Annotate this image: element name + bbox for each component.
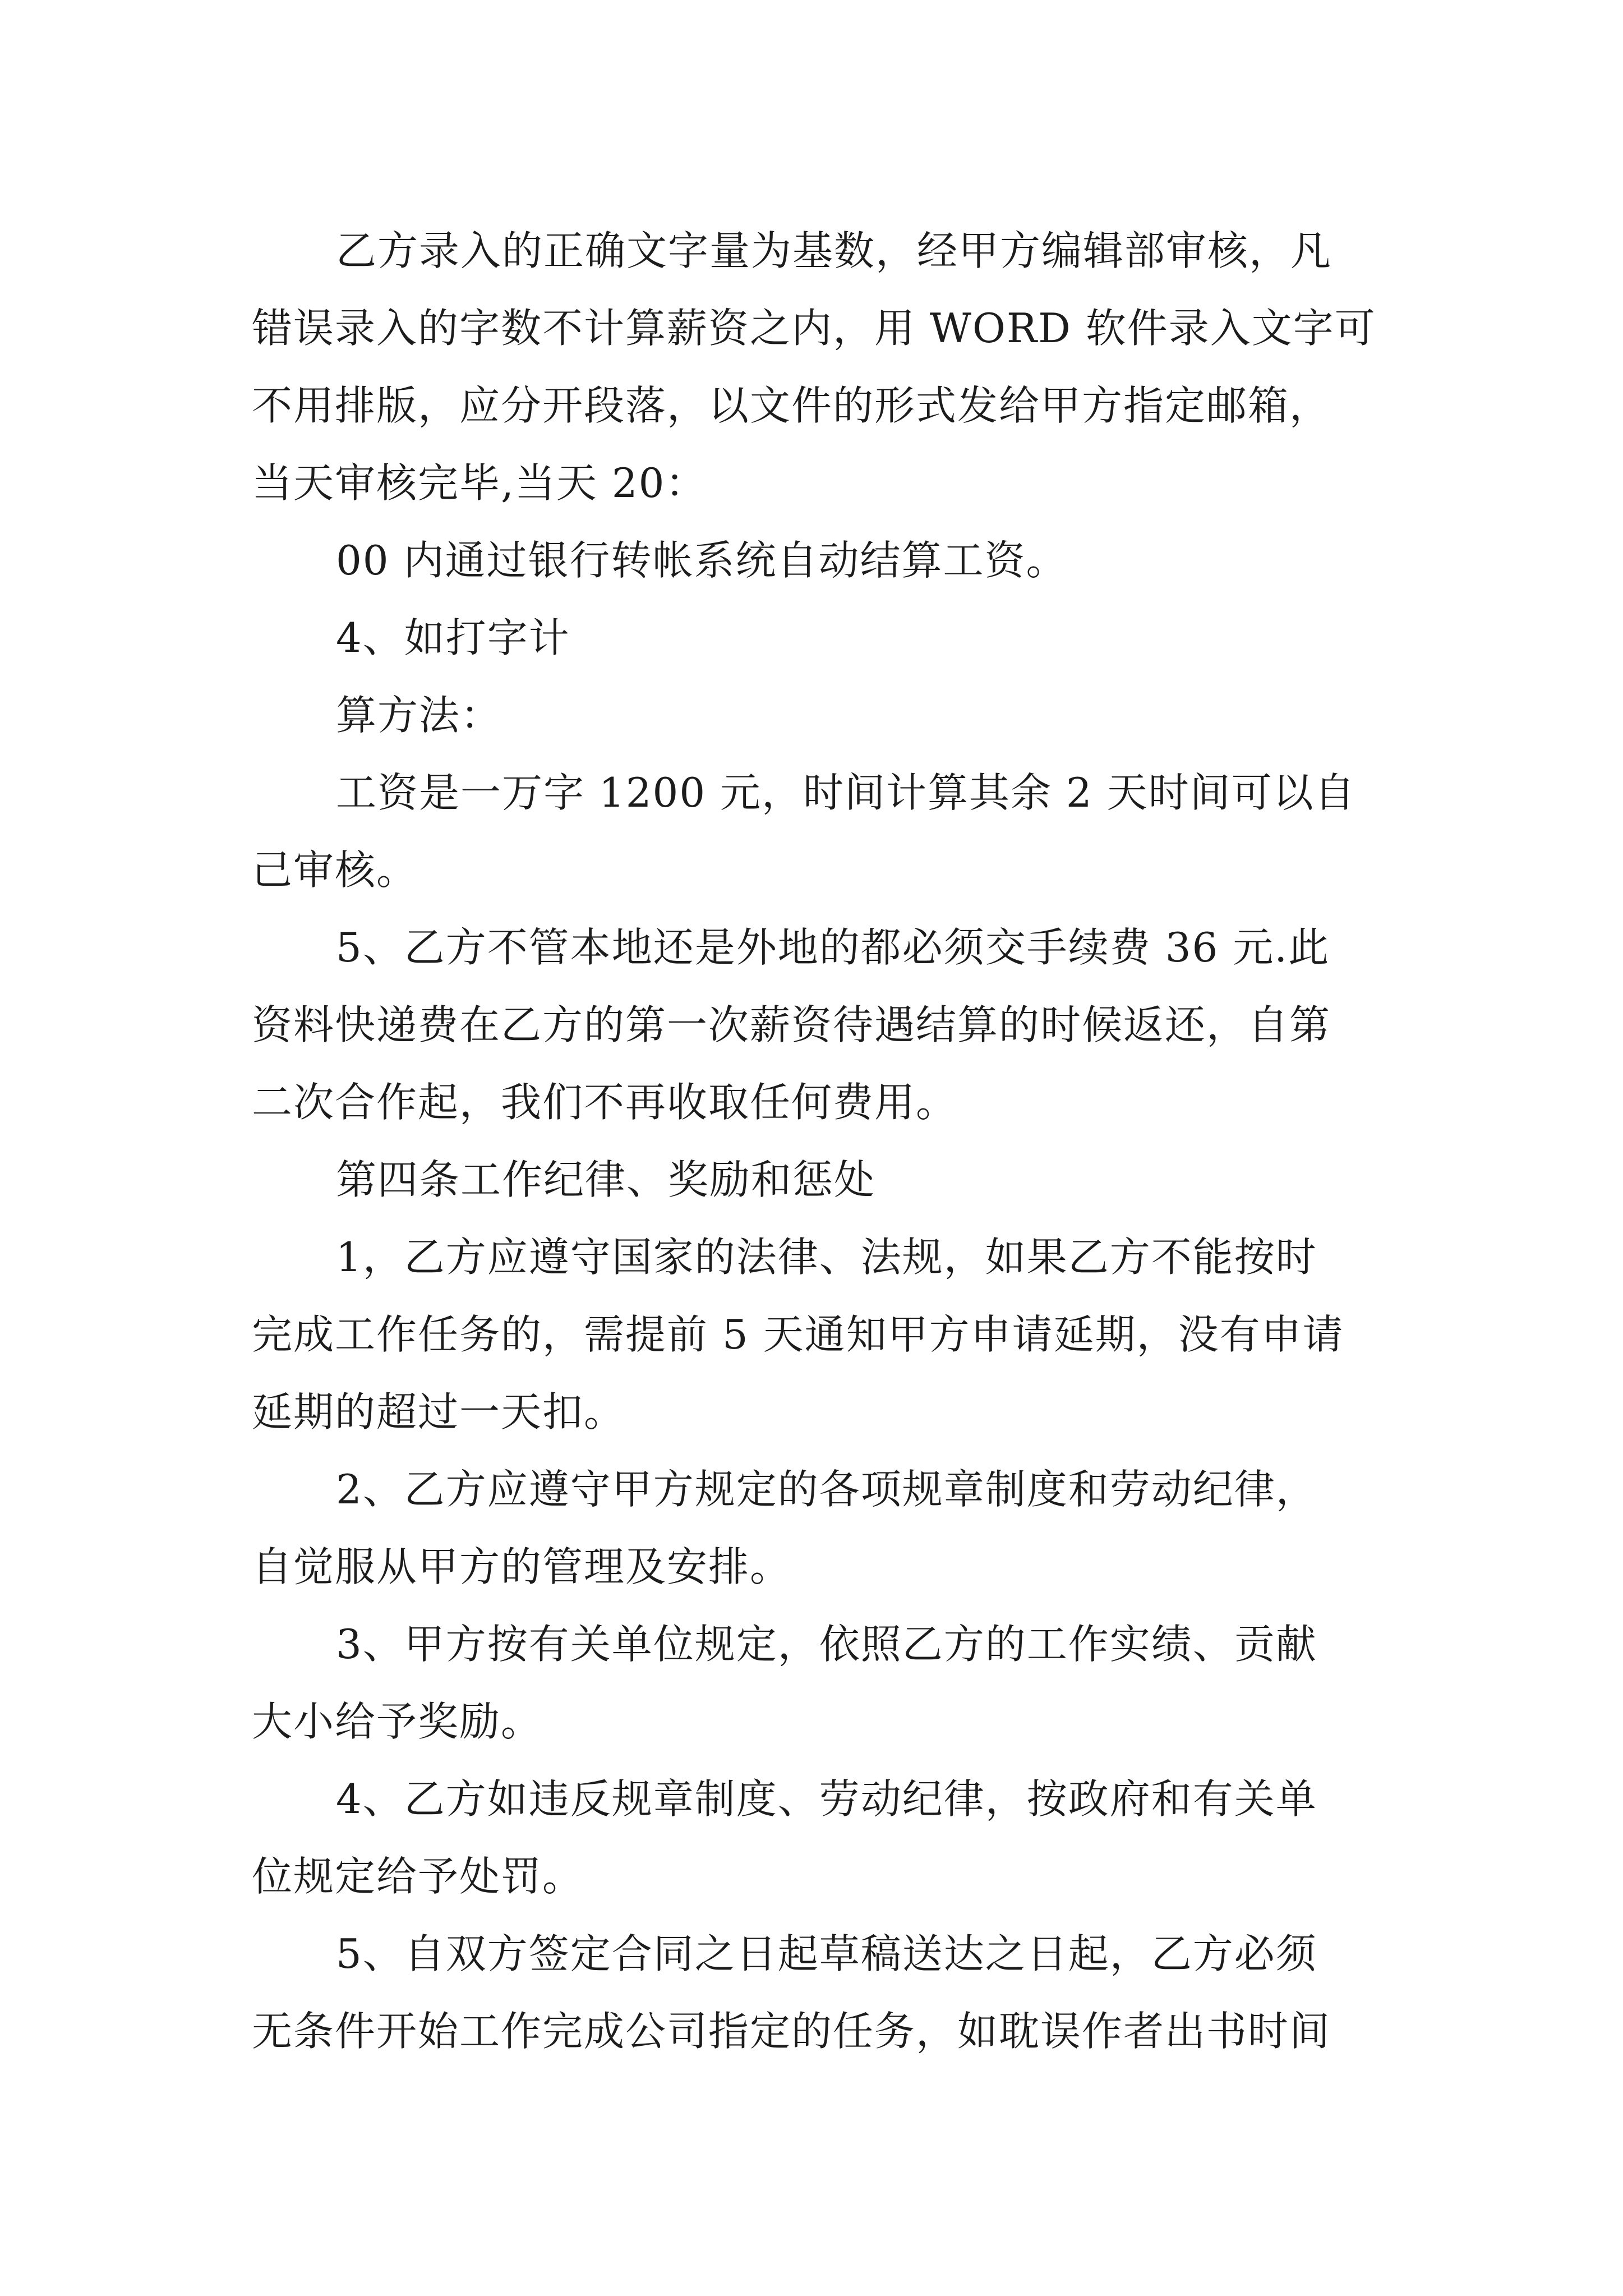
text-line: 无条件开始工作完成公司指定的任务，如耽误作者出书时间	[252, 2008, 1331, 2055]
text-line: 错误录入的字数不计算薪资之内，用 WORD 软件录入文字可	[252, 305, 1376, 352]
text-line: 2、乙方应遵守甲方规定的各项规章制度和劳动纪律，	[336, 1466, 1317, 1513]
text-line: 大小给予奖励。	[252, 1698, 543, 1745]
text-line: 1，乙方应遵守国家的法律、法规，如果乙方不能按时	[336, 1234, 1317, 1281]
text-line: 5、自双方签定合同之日起草稿送达之日起，乙方必须	[336, 1930, 1317, 1977]
text-line: 4、乙方如违反规章制度、劳动纪律，按政府和有关单	[336, 1775, 1317, 1823]
text-line: 资料快递费在乙方的第一次薪资待遇结算的时候返还，自第	[252, 1001, 1331, 1048]
document-body	[252, 212, 1390, 2070]
text-line: 完成工作任务的，需提前 5 天通知甲方申请延期，没有申请	[252, 1311, 1344, 1358]
text-line: 延期的超过一天扣。	[252, 1388, 626, 1435]
text-line: 位规定给予处罚。	[252, 1853, 584, 1900]
text-line: 不用排版，应分开段落，以文件的形式发给甲方指定邮箱，	[252, 382, 1331, 429]
text-line: 二次合作起，我们不再收取任何费用。	[252, 1079, 958, 1126]
text-line: 自觉服从甲方的管理及安排。	[252, 1543, 792, 1590]
text-line: 4、如打字计	[336, 614, 570, 661]
text-line: 算方法：	[336, 692, 502, 739]
section-heading: 第四条工作纪律、奖励和惩处	[336, 1156, 876, 1203]
text-line: 乙方录入的正确文字量为基数，经甲方编辑部审核，凡	[336, 227, 1332, 274]
text-line: 己审核。	[252, 846, 418, 894]
text-line: 当天审核完毕,当天 20：	[252, 459, 707, 507]
text-line: 3、甲方按有关单位规定，依照乙方的工作实绩、贡献	[336, 1621, 1317, 1668]
text-line: 5、乙方不管本地还是外地的都必须交手续费 36 元.此	[336, 924, 1330, 971]
text-line: 00 内通过银行转帐系统自动结算工资。	[336, 537, 1068, 584]
text-line: 工资是一万字 1200 元，时间计算其余 2 天时间可以自	[336, 769, 1356, 816]
